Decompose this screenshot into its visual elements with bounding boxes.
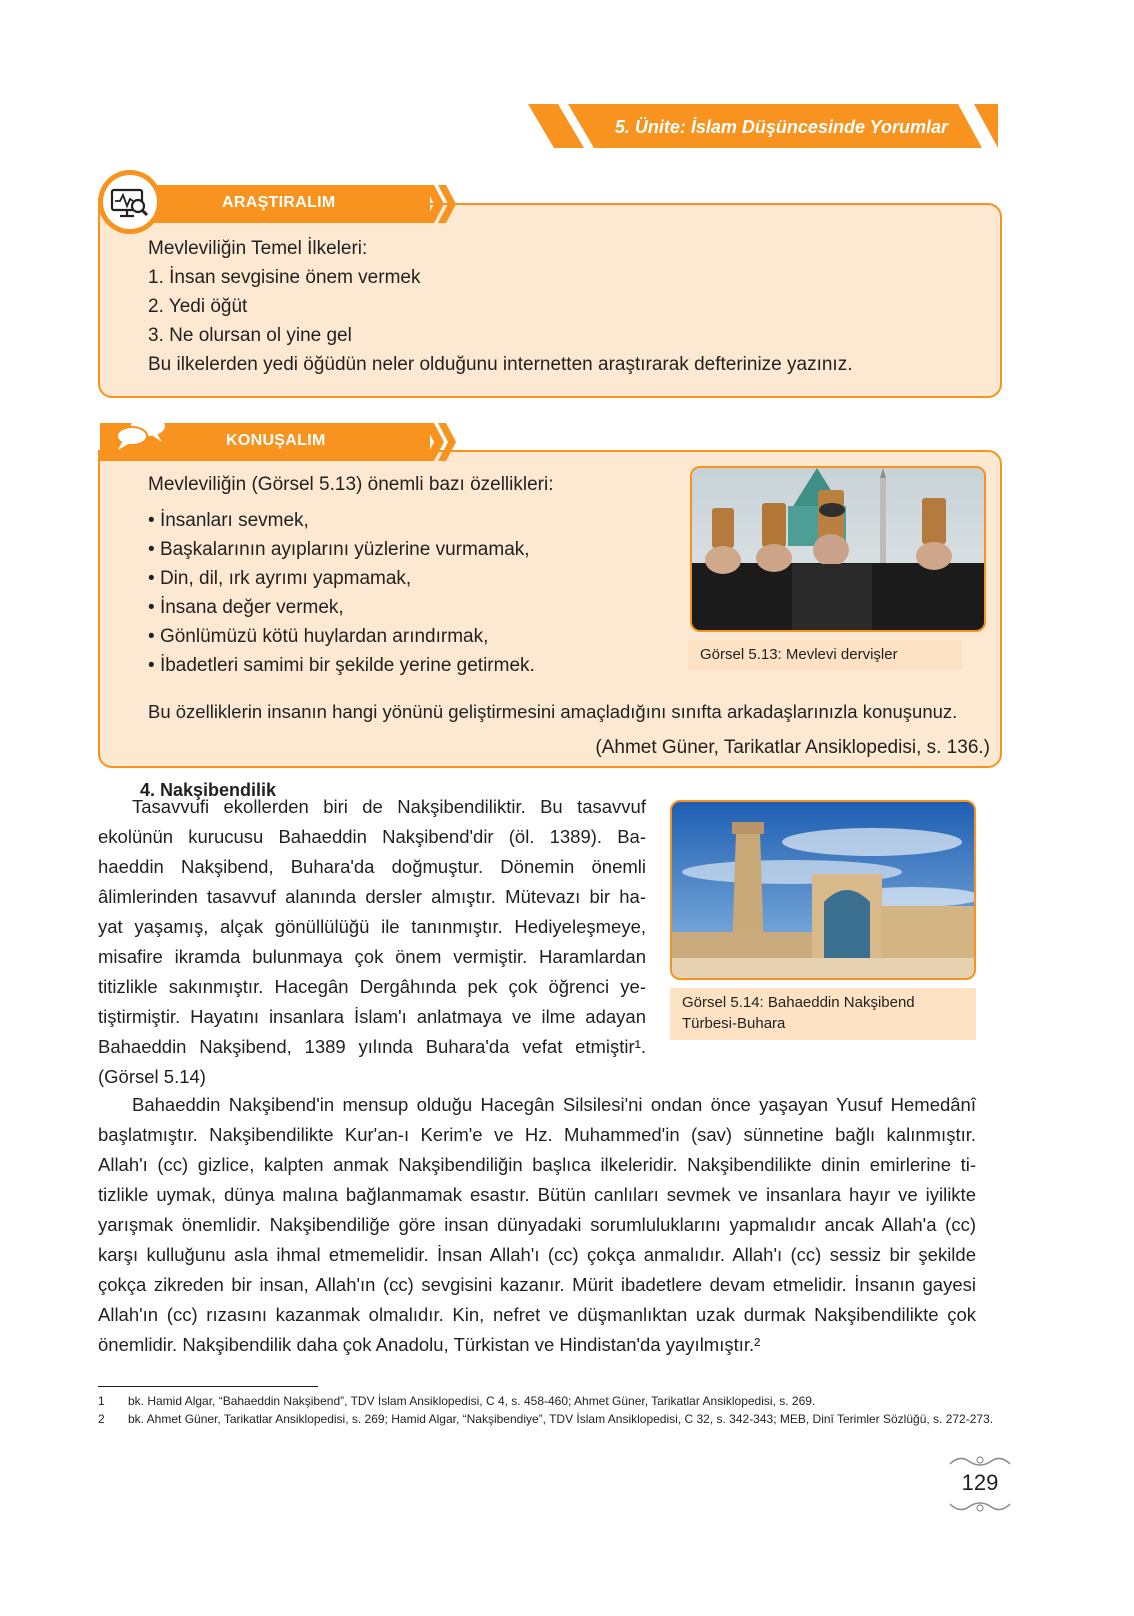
discussion-content <box>148 470 688 680</box>
research-item-2: 2. Yedi öğüt <box>148 296 248 317</box>
footnotes <box>98 1392 1008 1428</box>
section-heading: 4. Nakşibendilik <box>140 780 277 800</box>
research-item-1: 1. İnsan sevgisine önem vermek <box>148 267 421 288</box>
para2-line: başlatmıştır. Nakşibendilikte Kur'an-ı Kerim'e ve Hz. Muhammed'in (sav) sünnetine bağlı kalınmıştır. <box>98 1124 976 1145</box>
footnote-text: bk. Hamid Algar, “Bahaeddin Nakşibend”, TDV İslam Ansiklopedisi, C 4, s. 458-460; Ahmet Güner, Tarikatlar Ansiklopedisi, s. 269. <box>128 1394 816 1408</box>
footnote-number: 1 <box>98 1394 105 1408</box>
para2-line: Bahaeddin Nakşibend'in mensup olduğu Hacegân Silsilesi'ni ondan önce yaşayan Yusuf Hemedânî <box>132 1094 976 1115</box>
para2-line: önemlidir. Nakşibendilik daha çok Anadolu, Türkistan ve Hindistan'da yayılmıştır.² <box>98 1334 761 1355</box>
footnote-divider <box>98 1386 318 1387</box>
discussion-bullet-text: Gönlümüzü kötü huylardan arındırmak, <box>159 626 489 647</box>
para2-line: yarışmak önemlidir. Nakşibendiliğe göre insan dünyadaki sorumluluklarını yapmalıdır ancak Allah'a (cc) <box>98 1214 976 1235</box>
footnote-2 <box>98 1410 1008 1428</box>
discussion-bullet: • Din, dil, ırk ayrımı yapmamak, <box>148 568 412 589</box>
speech-bubbles-icon <box>112 412 172 452</box>
para1-line: titizlikle sakınmıştır. Hacegân Dergâhında pek çok öğrenci ye- <box>98 976 646 997</box>
para1-line: misafire ikramda bulunmaya çok önem vermiştir. Haramlardan <box>98 946 646 967</box>
para2-line: Allah'ın (cc) rızasını kazanmak olmalıdır. Kin, nefret ve düşmanlıktan uzak durmak Nakşibendilikte çok <box>98 1304 976 1325</box>
research-heading: Mevleviliğin Temel İlkeleri: <box>148 238 368 259</box>
unit-banner <box>528 104 998 148</box>
discussion-bullet: • İbadetleri samimi bir şekilde yerine getirmek. <box>148 655 535 676</box>
bahaeddin-naksibend-tomb-photo <box>670 800 976 980</box>
footnote-1 <box>98 1392 1008 1410</box>
discussion-bullet-text: İnsanları sevmek, <box>159 510 309 531</box>
discussion-bullet-text: İbadetleri samimi bir şekilde yerine getirmek. <box>159 655 535 676</box>
discussion-bullet: • İnsanları sevmek, <box>148 510 309 531</box>
para1-line: Tasavvufi ekollerden biri de Nakşibendiliktir. Bu tasavvuf <box>132 796 646 817</box>
para2-line: Allah'ı (cc) gizlice, kalpten anmak Nakşibendiliğin başlıca ilkeleridir. Nakşibendilikte dinin emirlerine ti- <box>98 1154 976 1175</box>
figure-5-13-caption: Görsel 5.13: Mevlevi dervişler <box>688 640 962 670</box>
para2-line: çokça zikreden bir insan, Allah'ın (cc) sevgisini kazanır. Mürit ibadetlere devam etmelidir. İnsanın gayesi <box>98 1274 976 1295</box>
research-monitor-icon <box>98 170 162 234</box>
para1-line: tiştirmiştir. Hayatını insanlara İslam'ı anlatmaya ve ilme adayan <box>98 1006 646 1027</box>
para1-line: Bahaeddin Nakşibend, 1389 yılında Buhara'da vefat etmiştir¹. <box>98 1036 646 1057</box>
discussion-bullet-text: İnsana değer vermek, <box>159 597 344 618</box>
footnote-number: 2 <box>98 1412 105 1426</box>
paragraph-2 <box>98 1090 976 1360</box>
discussion-heading: Mevleviliğin (Görsel 5.13) önemli bazı özellikleri: <box>148 474 554 495</box>
research-item-3: 3. Ne olursan ol yine gel <box>148 325 352 346</box>
research-content <box>148 234 988 384</box>
research-tab-label: ARAŞTIRALIM <box>222 194 336 211</box>
unit-title: 5. Ünite: İslam Düşüncesinde Yorumlar <box>614 117 948 137</box>
footnote-text: bk. Ahmet Güner, Tarikatlar Ansiklopedisi, s. 269; Hamid Algar, “Nakşibendiye”, TDV İslam Ansiklopedisi, C 32, s. 342-343; MEB, Dinî Terimler Sözlüğü, s. 272-273. <box>128 1412 994 1426</box>
para1-line: ekolünün kurucusu Bahaeddin Nakşibend'dir (öl. 1389). Ba- <box>98 826 646 847</box>
discussion-source: (Ahmet Güner, Tarikatlar Ansiklopedisi, s. 136.) <box>595 737 990 758</box>
para1-line: (Görsel 5.14) <box>98 1066 206 1087</box>
discussion-bullet-text: Din, dil, ırk ayrımı yapmamak, <box>159 568 412 589</box>
para1-line: haeddin Nakşibend, Buhara'da doğmuştur. Dönemin önemli <box>98 856 646 877</box>
page-number: 129 <box>961 1470 999 1495</box>
discussion-bullet: • Gönlümüzü kötü huylardan arındırmak, <box>148 626 489 647</box>
para2-line: tizlikle uymak, dünya malına bağlanmamak esastır. Bütün canlıları sevmek ve insanlara hayır ve iyilikte <box>98 1184 976 1205</box>
figure-5-14-caption <box>670 988 976 1040</box>
discussion-instruction-text: Bu özelliklerin insanın hangi yönünü geliştirmesini amaçladığını sınıfta arkadaşlarınızla konuşunuz. <box>148 701 958 722</box>
discussion-bullet-text: Başkalarının ayıplarını yüzlerine vurmamak, <box>159 539 530 560</box>
discussion-tab-label: KONUŞALIM <box>226 432 326 449</box>
figure-5-14-caption-line: Görsel 5.14: Bahaeddin Nakşibend <box>682 994 915 1011</box>
research-instruction: Bu ilkelerden yedi öğüdün neler olduğunu internetten araştırarak defterinize yazınız. <box>148 354 853 375</box>
para1-line: âlimlerinden tasavvuf alanında dersler almıştır. Mütevazı bir ha- <box>98 886 646 907</box>
discussion-bullet: • Başkalarının ayıplarını yüzlerine vurmamak, <box>148 539 530 560</box>
para1-line: yat yaşamış, alçak gönüllülüğü ile tanınmıştır. Hediyeleşmeye, <box>98 916 646 937</box>
para2-line: karşı kulluğunu asla ihmal etmemelidir. İnsan Allah'ı (cc) çokça anmalıdır. Allah'ı (cc) sessiz bir şekilde <box>98 1244 976 1265</box>
figure-5-14-caption-line: Türbesi-Buhara <box>682 1015 786 1032</box>
mevlevi-dervishes-photo <box>690 466 986 632</box>
discussion-bullet: • İnsana değer vermek, <box>148 597 344 618</box>
paragraph-1 <box>98 792 646 1092</box>
